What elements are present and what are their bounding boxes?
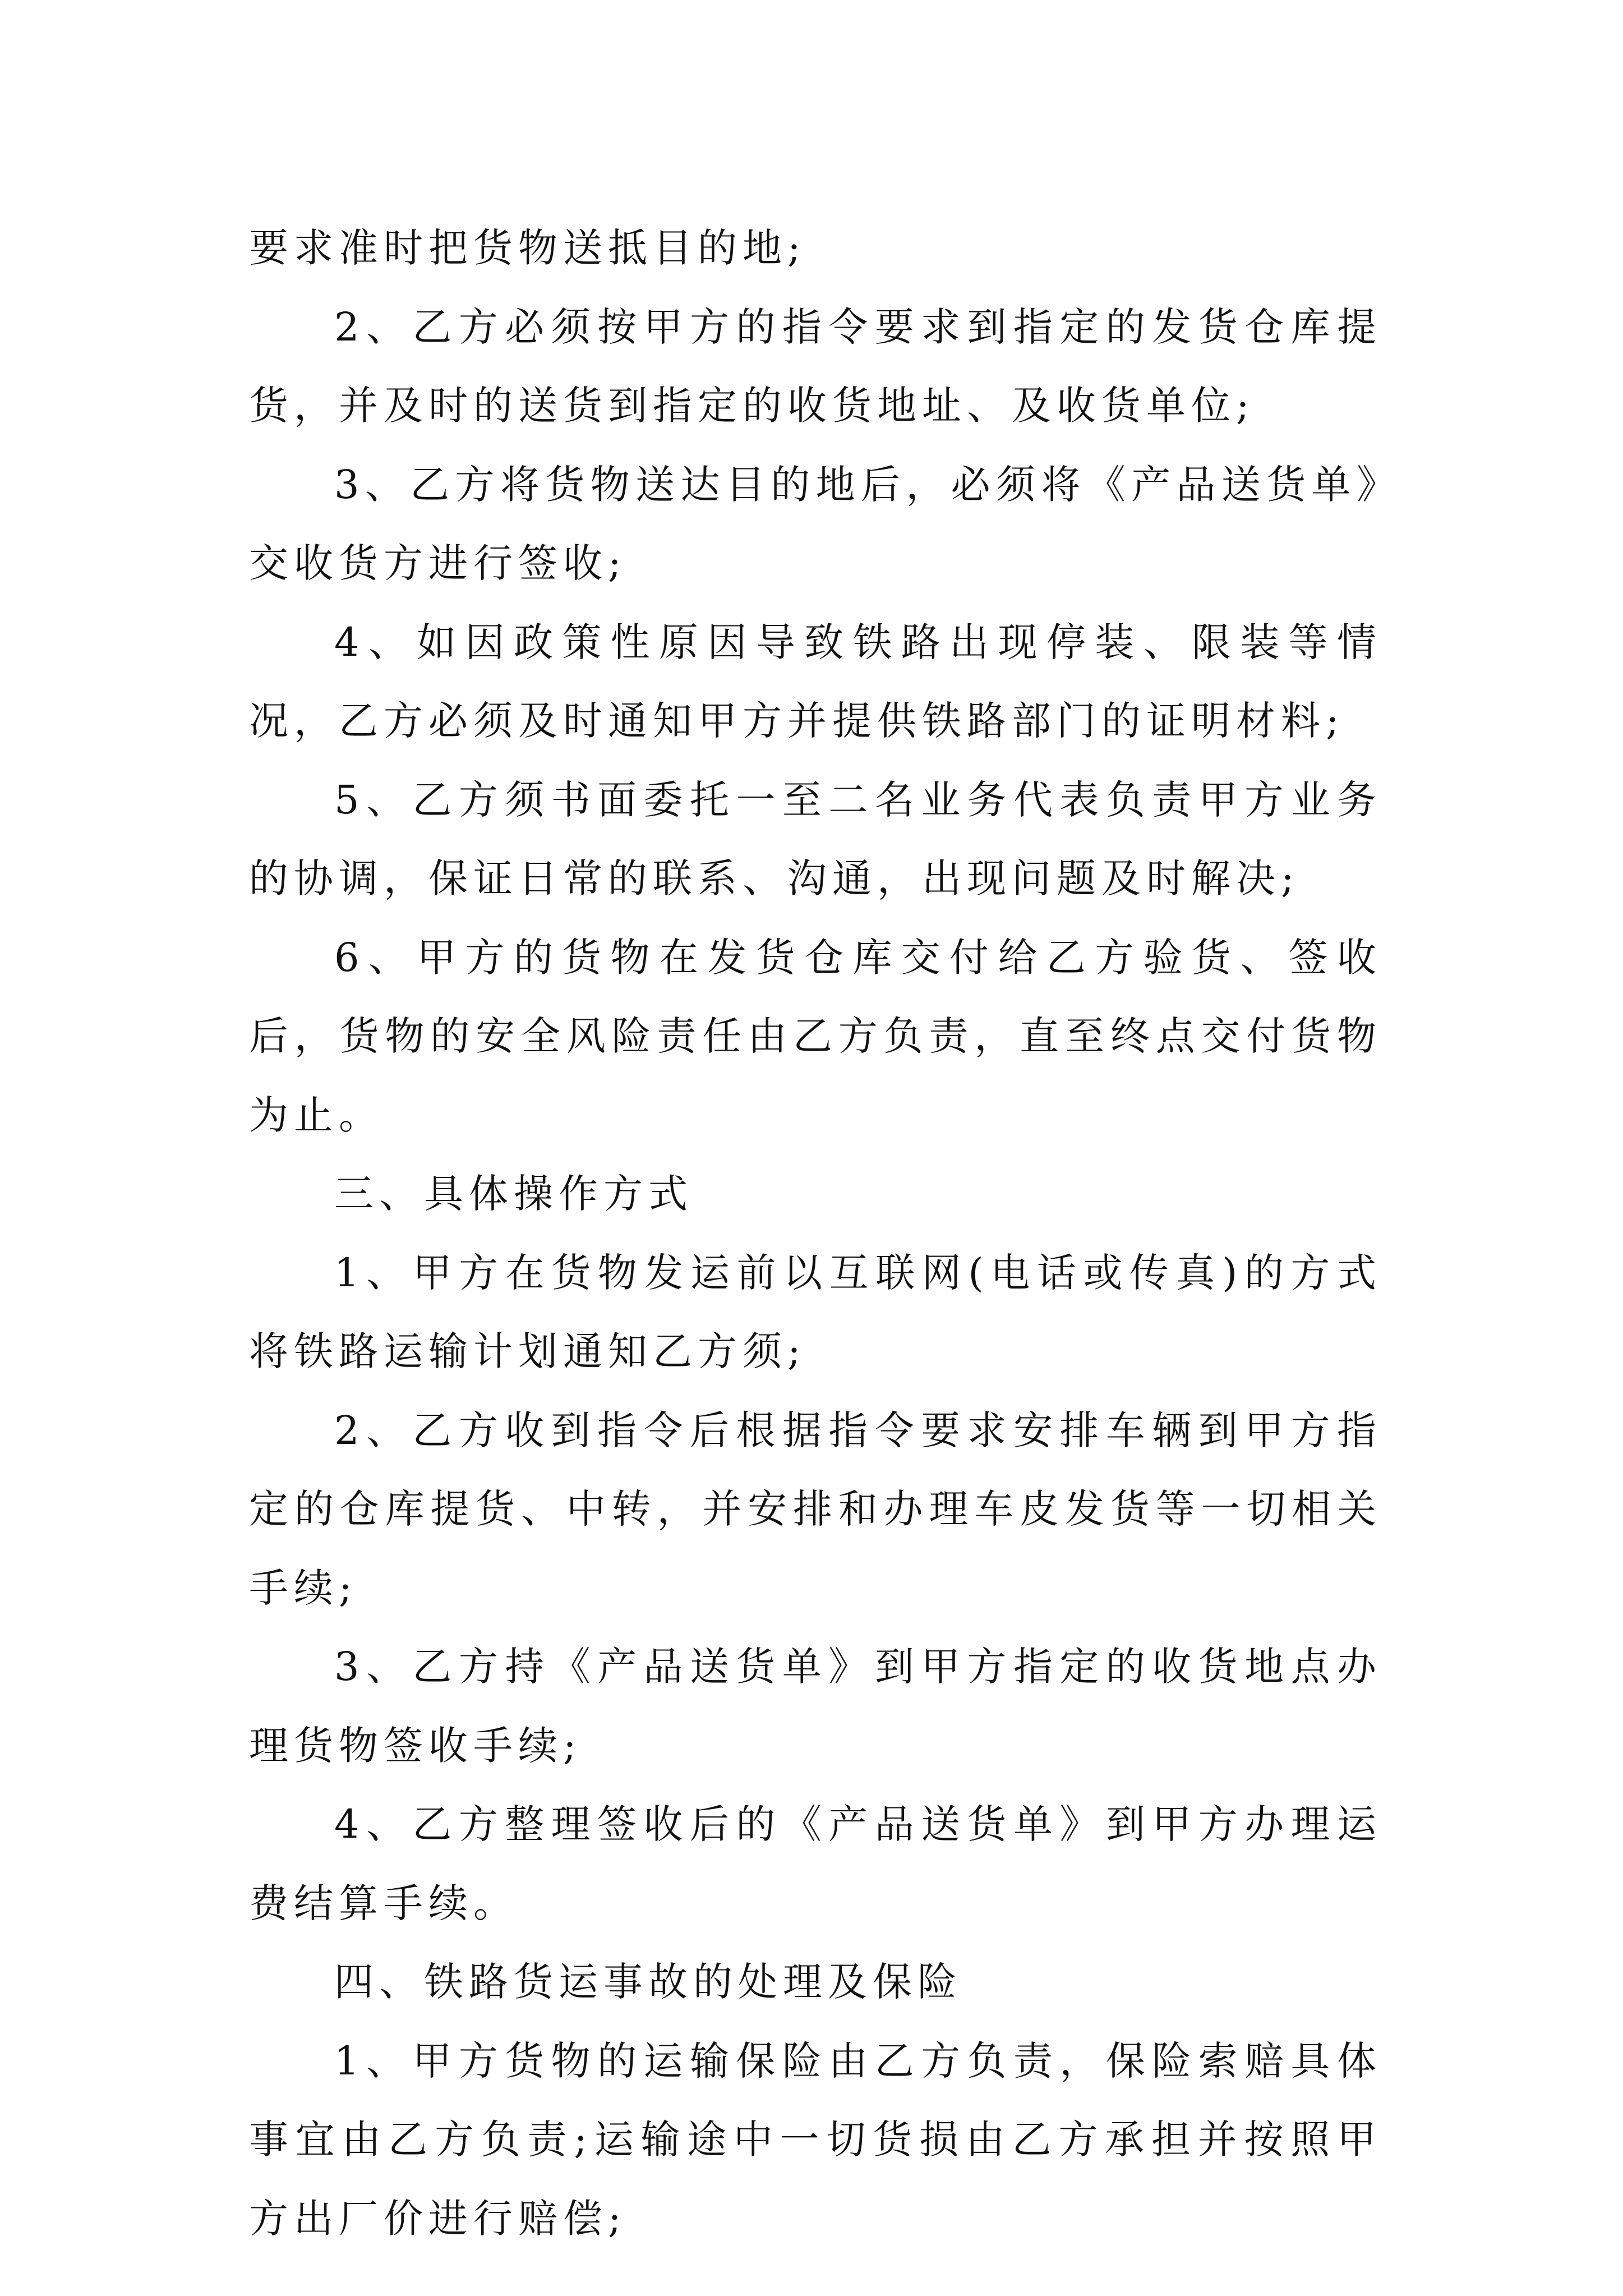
- paragraph-clause-5: 5、乙方须书面委托一至二名业务代表负责甲方业务的协调，保证日常的联系、沟通，出现问题及时解决;: [249, 776, 1382, 901]
- paragraph-insurance-1: 1、甲方货物的运输保险由乙方负责，保险索赔具体事宜由乙方负责;运输途中一切货损由乙方承担并按照甲方出厂价进行赔偿;: [249, 2037, 1382, 2242]
- section-heading-3: 三、具体操作方式: [334, 1171, 693, 1217]
- paragraph-clause-6: 6、甲方的货物在发货仓库交付给乙方验货、签收后，货物的安全风险责任由乙方负责，直至终点交付货物为止。: [249, 934, 1382, 1138]
- paragraph-operation-3: 3、乙方持《产品送货单》到甲方指定的收货地点办理货物签收手续;: [249, 1644, 1382, 1769]
- paragraph-clause-4: 4、如因政策性原因导致铁路出现停装、限装等情况，乙方必须及时通知甲方并提供铁路部门的证明材料;: [249, 619, 1382, 744]
- paragraph-clause-3: 3、乙方将货物送达目的地后，必须将《产品送货单》交收货方进行签收;: [249, 461, 1382, 586]
- document-body: [249, 209, 1382, 2258]
- paragraph-operation-1: 1、甲方在货物发运前以互联网(电话或传真)的方式将铁路运输计划通知乙方须;: [249, 1249, 1382, 1374]
- paragraph-clause-2: 2、乙方必须按甲方的指令要求到指定的发货仓库提货，并及时的送货到指定的收货地址、及收货单位;: [249, 303, 1382, 429]
- paragraph-operation-2: 2、乙方收到指令后根据指令要求安排车辆到甲方指定的仓库提货、中转，并安排和办理车皮发货等一切相关手续;: [249, 1407, 1382, 1611]
- section-heading-4: 四、铁路货运事故的处理及保险: [334, 1959, 962, 2005]
- paragraph-operation-4: 4、乙方整理签收后的《产品送货单》到甲方办理运费结算手续。: [249, 1801, 1382, 1926]
- paragraph-continuation: 要求准时把货物送抵目的地;: [249, 225, 806, 271]
